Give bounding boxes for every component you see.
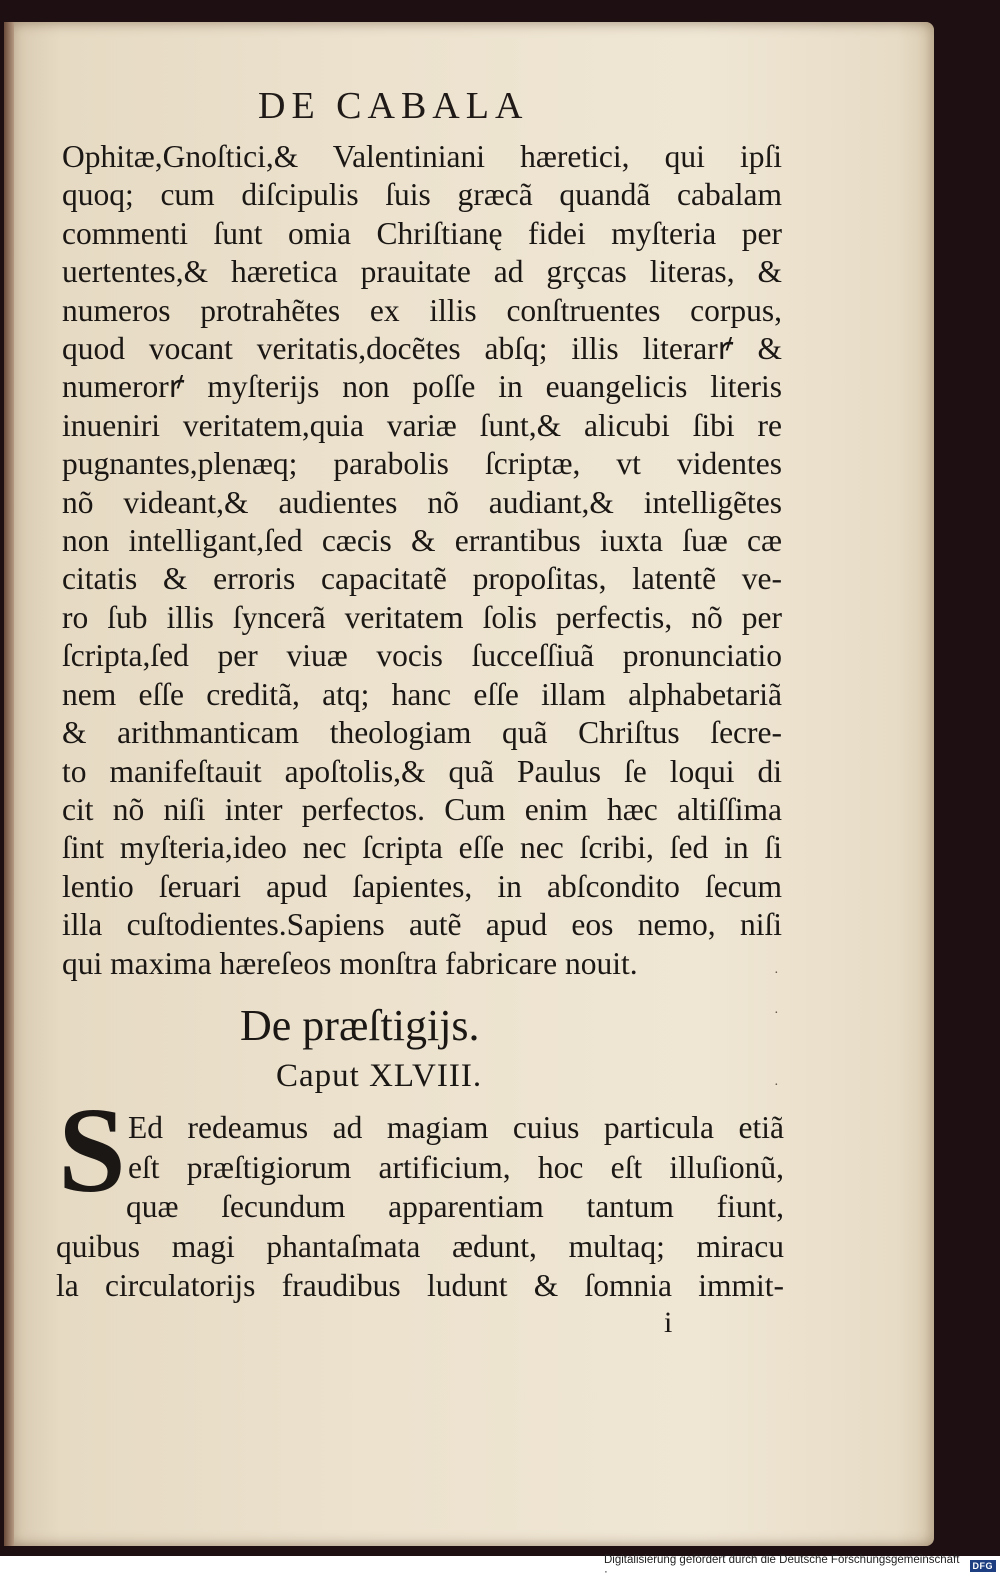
page-gutter xyxy=(4,22,14,1546)
text-line: & arithmanticam theologiam quã Chriſtus ſecre- xyxy=(62,715,782,751)
text-line: pugnantes,plenæq; parabolis ſcriptæ, vt videntes xyxy=(62,446,782,482)
text-line: Ophitæ,Gnoſtici,& Valentiniani hæretici, qui ipſi xyxy=(62,139,782,174)
text-line: non intelligant,ſed cæcis & errantibus iuxta ſuæ cæ xyxy=(62,523,782,559)
body-text xyxy=(62,138,782,983)
drop-cap: S xyxy=(58,1083,126,1218)
text-line: Ed redeamus ad magiam cuius particula etiã xyxy=(128,1110,784,1145)
text-line: quod vocant veritatis,docẽtes abſq; illis literarꝵ & xyxy=(62,331,782,367)
running-head: DE CABALA xyxy=(258,85,529,127)
text-line: quibus magi phantaſmata ædunt, multaq; miracu xyxy=(56,1228,784,1264)
margin-dot: · xyxy=(774,1006,779,1021)
text-line: uertentes,& hæretica prauitate ad grçcas literas, & xyxy=(62,254,782,290)
dfg-logo-icon: DFG xyxy=(970,1560,997,1572)
text-line: la circulatorijs fraudibus ludunt & ſomnia immit- xyxy=(56,1268,784,1303)
text-line: eſt præſtigiorum artificium, hoc eſt illuſionũ, xyxy=(128,1149,784,1185)
margin-dot: · xyxy=(774,966,779,981)
text-line: illa cuſtodientes.Sapiens autẽ apud eos nemo, niſi xyxy=(62,907,782,943)
text-line: lentio ſeruari apud ſapientes, in abſcondito ſecum xyxy=(62,868,782,904)
text-line: nem eſſe creditã, atq; hanc eſſe illam alphabetariã xyxy=(62,676,782,712)
text-line: inueniri veritatem,quia variæ ſunt,& alicubi ſibi re xyxy=(62,407,782,443)
text-line: citatis & erroris capacitatẽ propoſitas, latentẽ ve- xyxy=(62,561,782,597)
text-line: quæ ſecundum apparentiam tantum fiunt, xyxy=(126,1189,784,1224)
chapter-text xyxy=(56,1108,784,1306)
text-line: commenti ſunt omia Chriſtianę fidei myſteria per xyxy=(62,215,782,251)
text-line: ro ſub illis ſyncerã veritatem ſolis perfectis, nõ per xyxy=(62,599,782,635)
text-line: cit nõ niſi inter perfectos. Cum enim hæc altiſſima xyxy=(62,791,782,827)
chapter-heading: De præſtigijs. xyxy=(240,1001,480,1050)
text-line: ſint myſteria,ideo nec ſcripta eſſe nec ſcribi, ſed in ſi xyxy=(62,830,782,866)
text-line: quoq; cum diſcipulis ſuis græcã quandã cabalam xyxy=(62,177,782,213)
text-line: to manifeſtauit apoſtolis,& quã Paulus ſe loqui di xyxy=(62,753,782,789)
text-line: qui maxima hæreſeos monſtra fabricare nouit. xyxy=(62,945,638,981)
footer-text: Digitalisierung gefördert durch die Deutsche Forschungsgemeinschaft · xyxy=(604,1554,960,1578)
text-line: numeros protrahẽtes ex illis conſtruentes corpus, xyxy=(62,292,782,328)
chapter-number: Caput XLVIII. xyxy=(276,1058,483,1094)
text-line: numerorꝵ myſterijs non poſſe in euangelicis literis xyxy=(62,369,782,405)
text-line: ſcripta,ſed per viuæ vocis ſucceſſiuã pronunciatio xyxy=(62,638,782,674)
text-line: nõ videant,& audientes nõ audiant,& intelligẽtes xyxy=(62,484,782,520)
digitization-footer xyxy=(604,1556,1000,1576)
margin-dot: · xyxy=(774,1078,779,1093)
signature-mark: i xyxy=(664,1306,673,1339)
